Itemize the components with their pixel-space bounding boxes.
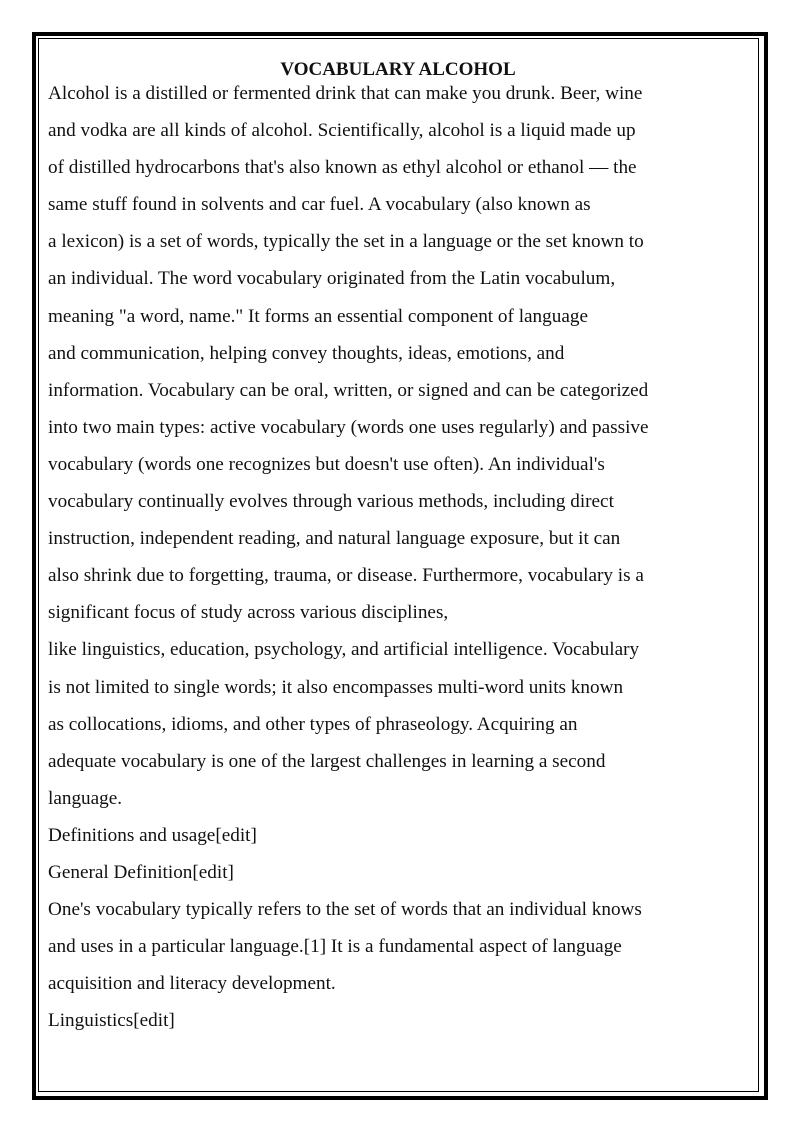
text-line: adequate vocabulary is one of the largest challenges in learning a second bbox=[48, 750, 606, 772]
section-heading-general-definition: General Definition[edit] bbox=[48, 861, 234, 883]
text-line: like linguistics, education, psychology, and artificial intelligence. Vocabulary bbox=[48, 639, 640, 661]
text-line: into two main types: active vocabulary (words one uses regularly) and passive bbox=[48, 416, 649, 438]
text-line: language. bbox=[48, 787, 123, 809]
text-line: and communication, helping convey thoughts, ideas, emotions, and bbox=[48, 342, 565, 364]
text-line: and uses in a particular language.[1] It is a fundamental aspect of language bbox=[48, 936, 622, 958]
text-line: an individual. The word vocabulary originated from the Latin vocabulum, bbox=[48, 268, 616, 290]
text-line: acquisition and literacy development. bbox=[48, 973, 336, 995]
text-line: and vodka are all kinds of alcohol. Scientifically, alcohol is a liquid made up bbox=[48, 120, 636, 142]
text-line: also shrink due to forgetting, trauma, or disease. Furthermore, vocabulary is a bbox=[48, 565, 644, 587]
text-line: a lexicon) is a set of words, typically the set in a language or the set known to bbox=[48, 231, 644, 253]
text-line: as collocations, idioms, and other types of phraseology. Acquiring an bbox=[48, 713, 578, 735]
text-line: same stuff found in solvents and car fuel. A vocabulary (also known as bbox=[48, 194, 591, 216]
text-line: vocabulary continually evolves through various methods, including direct bbox=[48, 491, 614, 513]
section-heading-linguistics: Linguistics[edit] bbox=[48, 1010, 175, 1032]
text-line: instruction, independent reading, and natural language exposure, but it can bbox=[48, 528, 621, 550]
text-line: Alcohol is a distilled or fermented drink that can make you drunk. Beer, wine bbox=[48, 83, 643, 104]
text-line: is not limited to single words; it also encompasses multi-word units known bbox=[48, 676, 624, 698]
document-title: VOCABULARY ALCOHOL bbox=[280, 59, 516, 80]
text-line: vocabulary (words one recognizes but doesn't use often). An individual's bbox=[48, 453, 605, 475]
section-heading-definitions: Definitions and usage[edit] bbox=[48, 824, 257, 846]
text-line: One's vocabulary typically refers to the set of words that an individual knows bbox=[48, 899, 642, 921]
text-line: information. Vocabulary can be oral, written, or signed and can be categorized bbox=[48, 379, 649, 401]
text-line: meaning "a word, name." It forms an essential component of language bbox=[48, 305, 588, 327]
document-body bbox=[48, 56, 738, 1039]
text-line: significant focus of study across various disciplines, bbox=[48, 602, 449, 624]
text-line: of distilled hydrocarbons that's also known as ethyl alcohol or ethanol — the bbox=[48, 157, 637, 179]
